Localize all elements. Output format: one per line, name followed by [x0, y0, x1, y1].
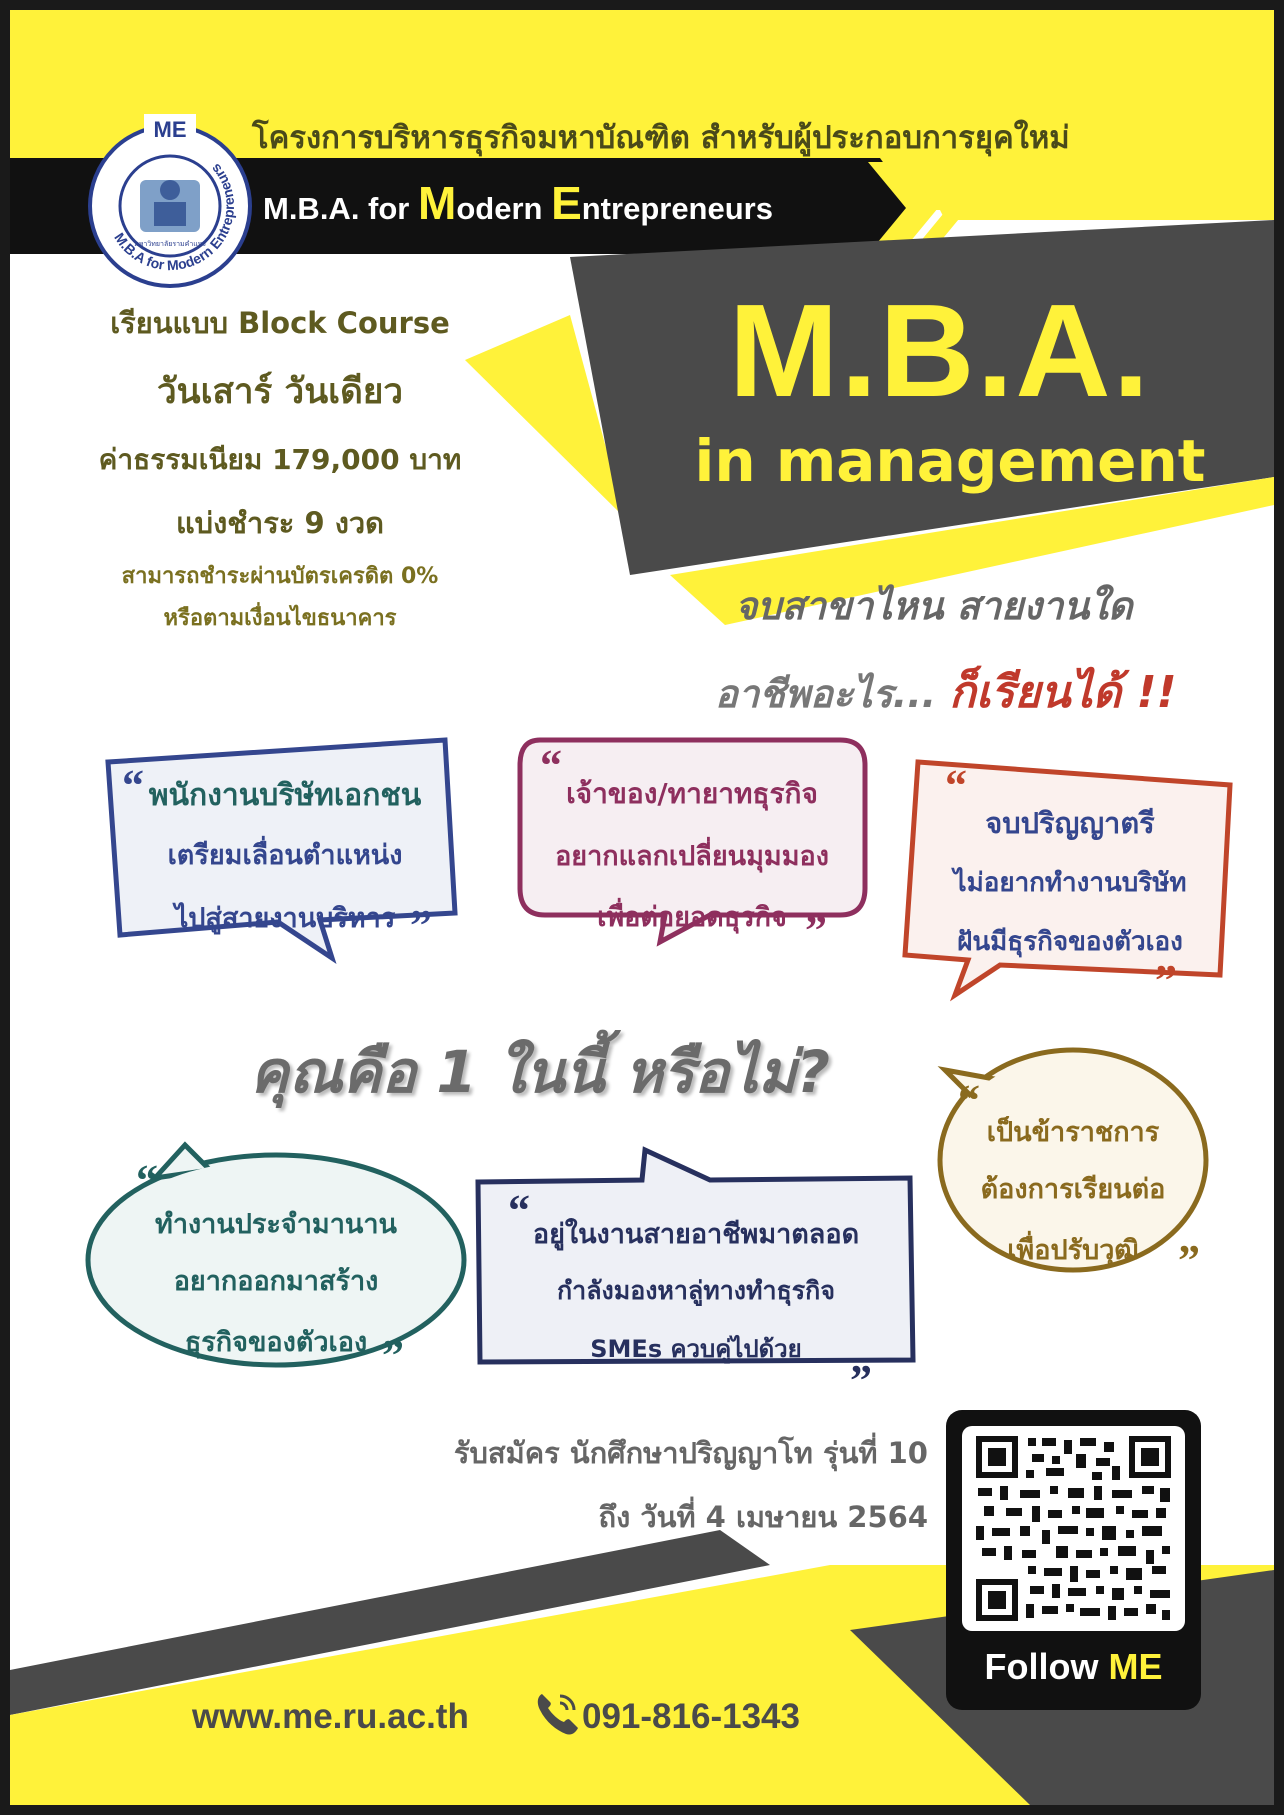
title-part-ntrepreneurs: ntrepreneurs [581, 191, 773, 226]
svg-text:“: “ [945, 761, 967, 810]
logo-caption: มหาวิทยาลัยรามคำแหง [134, 240, 206, 248]
bubble-4-line-2: ต้องการเรียนต่อ [980, 1174, 1166, 1205]
qr-card [946, 1410, 1201, 1710]
bubble-graduate [915, 800, 1225, 962]
bubble-6-line-1: อยู่ในงานสายอาชีพมาตลอด [532, 1219, 860, 1250]
tagline-occupation: อาชีพอะไร... [715, 672, 937, 716]
title-letter-e: E [551, 177, 582, 229]
svg-text:”: ” [805, 906, 827, 955]
bubble-5-line-2: อยากออกมาสร้าง [173, 1266, 379, 1297]
phone-number[interactable]: 091-816-1343 [582, 1697, 800, 1736]
tagline-line1: จบสาขาไหน สายงานใด [735, 584, 1133, 628]
info-installments: แบ่งชำระ 9 งวด [175, 506, 385, 540]
svg-text:”: ” [410, 901, 432, 950]
follow-text: Follow [984, 1646, 1109, 1687]
bubble-3-line-1: จบปริญญาตรี [985, 806, 1155, 840]
bubble-2-line-3: เพื่อต่อยอดธุรกิจ [597, 902, 787, 933]
bubble-2-line-2: อยากแลกเปลี่ยนมุมมอง [555, 841, 829, 872]
info-fee: ค่าธรรมเนียม 179,000 บาท [98, 443, 462, 476]
bubble-long-term-worker [100, 1202, 452, 1363]
bubble-civil-servant [945, 1110, 1201, 1271]
svg-text:“: “ [508, 1186, 530, 1235]
bubble-1-line-3: ไปสู่สายงานบริหาร [174, 903, 396, 934]
thai-program-title: โครงการบริหารธุรกิจมหาบัณฑิต สำหรับผู้ประกอบการยุคใหม่ [252, 120, 1070, 156]
me-text: ME [1108, 1646, 1163, 1687]
admission-line1: รับสมัคร นักศึกษาปริญญาโท รุ่นที่ 10 [453, 1436, 928, 1470]
svg-text:“: “ [540, 741, 562, 790]
title-part-odern: odern [456, 191, 552, 226]
info-saturday: วันเสาร์ วันเดียว [157, 372, 403, 412]
bubble-private-employee [120, 772, 450, 939]
bubble-business-owner [522, 772, 862, 938]
follow-me-label [946, 1646, 1201, 1688]
bubble-professional [482, 1212, 910, 1368]
phone-icon [534, 1690, 580, 1736]
headline-mba: M.B.A. [728, 277, 1152, 424]
logo-ring-text: M.B.A for Modern Entrepreneurs [111, 160, 238, 274]
info-block-course: เรียนแบบ Block Course [110, 306, 450, 340]
qr-code-icon[interactable] [976, 1436, 1171, 1621]
logo-top-text: ME [144, 114, 196, 146]
bubble-3-line-3: ฝันมีธุรกิจของตัวเอง [957, 927, 1183, 957]
bubble-5-line-1: ทำงานประจำมานาน [155, 1209, 397, 1240]
svg-text:“: “ [122, 761, 144, 810]
bubble-2-line-1: เจ้าของ/ทายาทธุรกิจ [566, 777, 818, 810]
bubble-1-line-2: เตรียมเลื่อนตำแหน่ง [167, 840, 403, 871]
svg-text:”: ” [1178, 1236, 1200, 1285]
bubble-1-line-1: พนักงานบริษัทเอกชน [148, 778, 422, 813]
info-bank-condition: หรือตามเงื่อนไขธนาคาร [163, 606, 397, 631]
admission-line2: ถึง วันที่ 4 เมษายน 2564 [598, 1500, 928, 1534]
svg-text:”: ” [1155, 956, 1177, 1005]
bubble-6-line-3: SMEs ควบคู่ไปด้วย [590, 1335, 802, 1363]
question-are-you-one: คุณคือ 1 ในนี้ หรือไม่? [249, 1038, 831, 1106]
bubble-5-line-3: ธุรกิจของตัวเอง [184, 1327, 368, 1358]
title-letter-m: M [418, 177, 457, 229]
title-part-mba-for: M.B.A. for [263, 191, 418, 226]
bubble-6-line-2: กำลังมองหาลู่ทางทำธุรกิจ [557, 1276, 835, 1305]
poster [10, 10, 1274, 1805]
svg-text:”: ” [850, 1356, 872, 1405]
bubble-4-line-1: เป็นข้าราชการ [986, 1117, 1160, 1148]
website-link[interactable]: www.me.ru.ac.th [192, 1697, 469, 1736]
svg-text:“: “ [958, 1076, 980, 1125]
tagline-can-study: ก็เรียนได้ !! [949, 667, 1177, 718]
svg-text:“: “ [136, 1156, 158, 1205]
headline-in-management: in management [694, 427, 1206, 495]
svg-text:”: ” [382, 1331, 404, 1380]
bubble-4-line-3: เพื่อปรับวุฒิ [1007, 1235, 1139, 1266]
bubble-3-line-2: ไม่อยากทำงานบริษัท [953, 868, 1187, 898]
info-credit-card: สามารถชำระผ่านบัตรเครดิต 0% [121, 564, 439, 589]
